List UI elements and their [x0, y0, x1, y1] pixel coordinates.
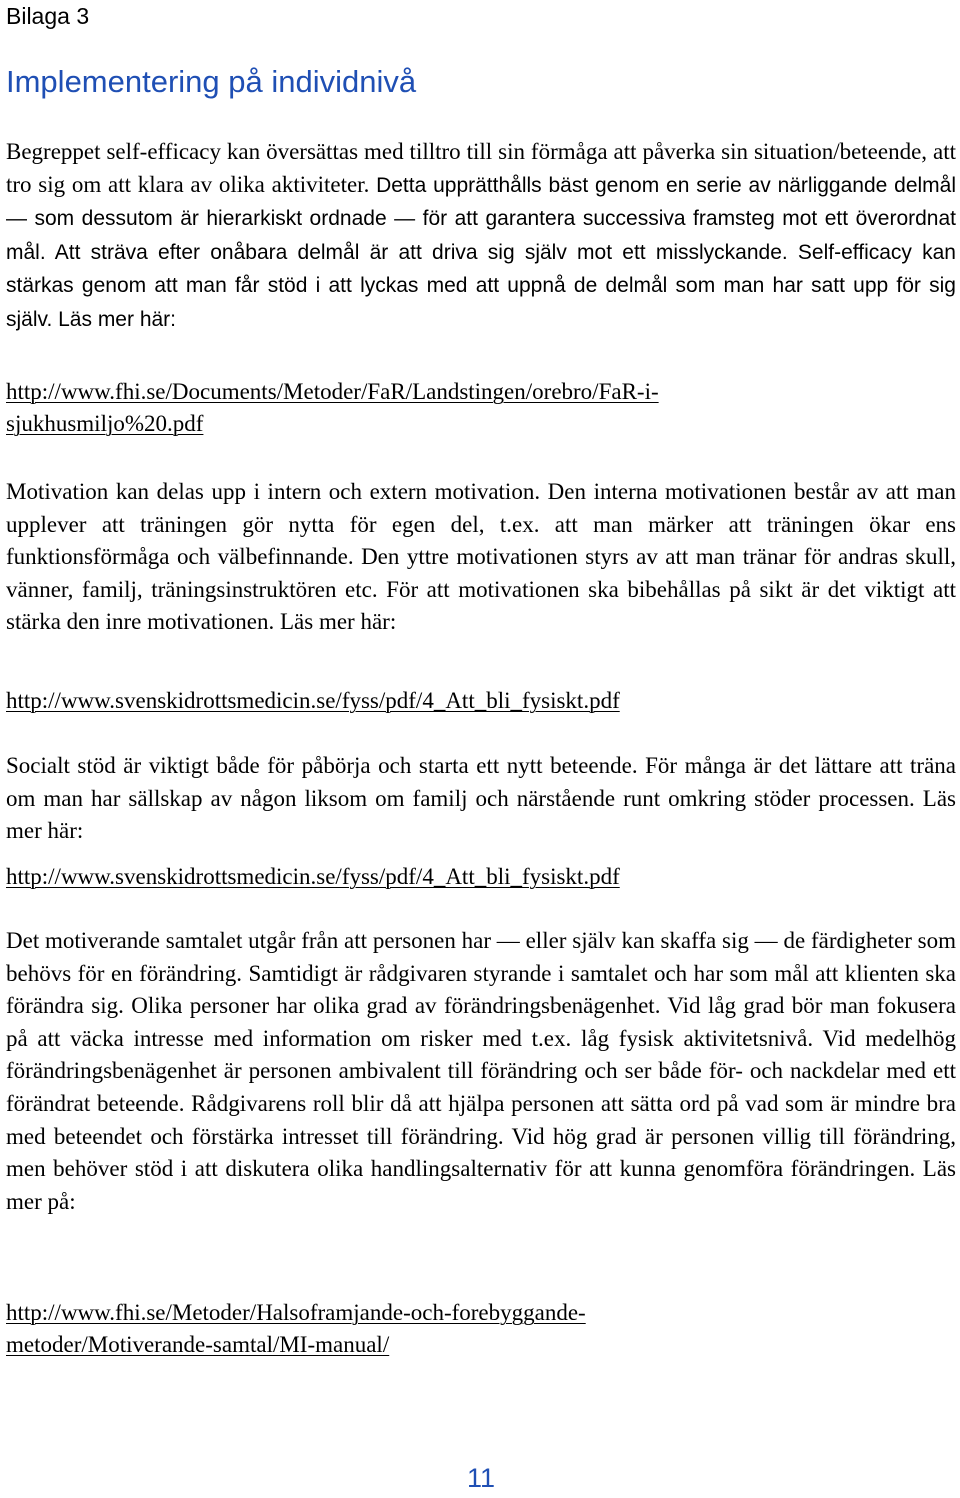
self-efficacy-lead: Begreppet self-efficacy kan översättas med tilltro till sin förmåga att påverka sin situation/beteende, att tro sig om att klara av olika aktiviteter.: [6, 139, 956, 197]
page-number: 11: [466, 1463, 496, 1493]
fhi-far-link[interactable]: [6, 376, 956, 440]
fhi-mi-manual-link-line-2: metoder/Motiverande-samtal/MI-manual/: [6, 1332, 390, 1357]
fhi-mi-manual-link-line-1: http://www.fhi.se/Metoder/Halsoframjande-och-forebyggande-: [6, 1300, 586, 1325]
self-efficacy-body: Detta upprätthålls bäst genom en serie av närliggande delmål — som dessutom är hierarkiskt ordnade — för att garantera successiva framsteg mot ett överordnat mål. Att sträva efter onåbara delmål är att driva sig själv mot ett misslyckande. Self-efficacy kan stärkas genom att man får stöd i att lyckas med att uppnå de delmål som man har satt upp för sig själv. Läs mer här:: [6, 173, 957, 331]
fyss-link-social-support[interactable]: [6, 861, 956, 893]
motivational-interview-paragraph: Det motiverande samtalet utgår från att personen har — eller själv kan skaffa sig — de färdigheter som behövs för en förändring. Samtidigt är rådgivaren styrande i samtalet och har som mål att klienten ska förändra sig. Olika personer har olika grad av förändringsbenägenhet. Vid låg grad bör man fokusera på att väcka intresse med information om risker med t.ex. låg fysisk aktivitetsnivå. Vid medelhög förändringsbenägenhet är personen ambivalent till förändring och ser både för- och nackdelar med ett förändrat beteende. Rådgivarens roll blir då att hjälpa personen att sätta ord på vad som är mindre bra med beteendet och förstärka intresset till förändring. Vid hög grad är personen villig till förändring, men behöver stöd i att diskutera olika handlingsalternativ för att kunna genomföra förändringen. Läs mer på:: [6, 928, 956, 1214]
annex-label: Bilaga 3: [6, 3, 90, 29]
fyss-link-motivation-text: http://www.svenskidrottsmedicin.se/fyss/pdf/4_Att_bli_fysiskt.pdf: [6, 688, 620, 713]
fhi-mi-manual-link[interactable]: [6, 1297, 956, 1361]
fyss-link-social-support-text: http://www.svenskidrottsmedicin.se/fyss/pdf/4_Att_bli_fysiskt.pdf: [6, 864, 620, 889]
fyss-link-motivation[interactable]: [6, 685, 956, 717]
fhi-far-link-line-1: http://www.fhi.se/Documents/Metoder/FaR/Landstingen/orebro/FaR-i-: [6, 379, 659, 404]
fhi-far-link-line-2: sjukhusmiljo%20.pdf: [6, 411, 204, 436]
social-support-paragraph: Socialt stöd är viktigt både för påbörja och starta ett nytt beteende. För många är det lättare att träna om man har sällskap av någon liksom om familj och närstående runt omkring stöder processen. Läs mer här:: [6, 753, 956, 844]
motivation-paragraph: Motivation kan delas upp i intern och extern motivation. Den interna motivationen består av att man upplever att träningen gör nytta för egen del, t.ex. att man märker att träningen ökar ens funktionsförmåga och välbefinnande. Den yttre motivationen styrs av att man tränar för andras skull, vänner, familj, träningsinstruktören etc. För att motivationen ska bibehållas på sikt är det viktigt att stärka den inre motivationen. Läs mer här:: [6, 479, 956, 635]
page-heading: Implementering på individnivå: [6, 64, 417, 99]
self-efficacy-paragraph: [6, 136, 956, 337]
